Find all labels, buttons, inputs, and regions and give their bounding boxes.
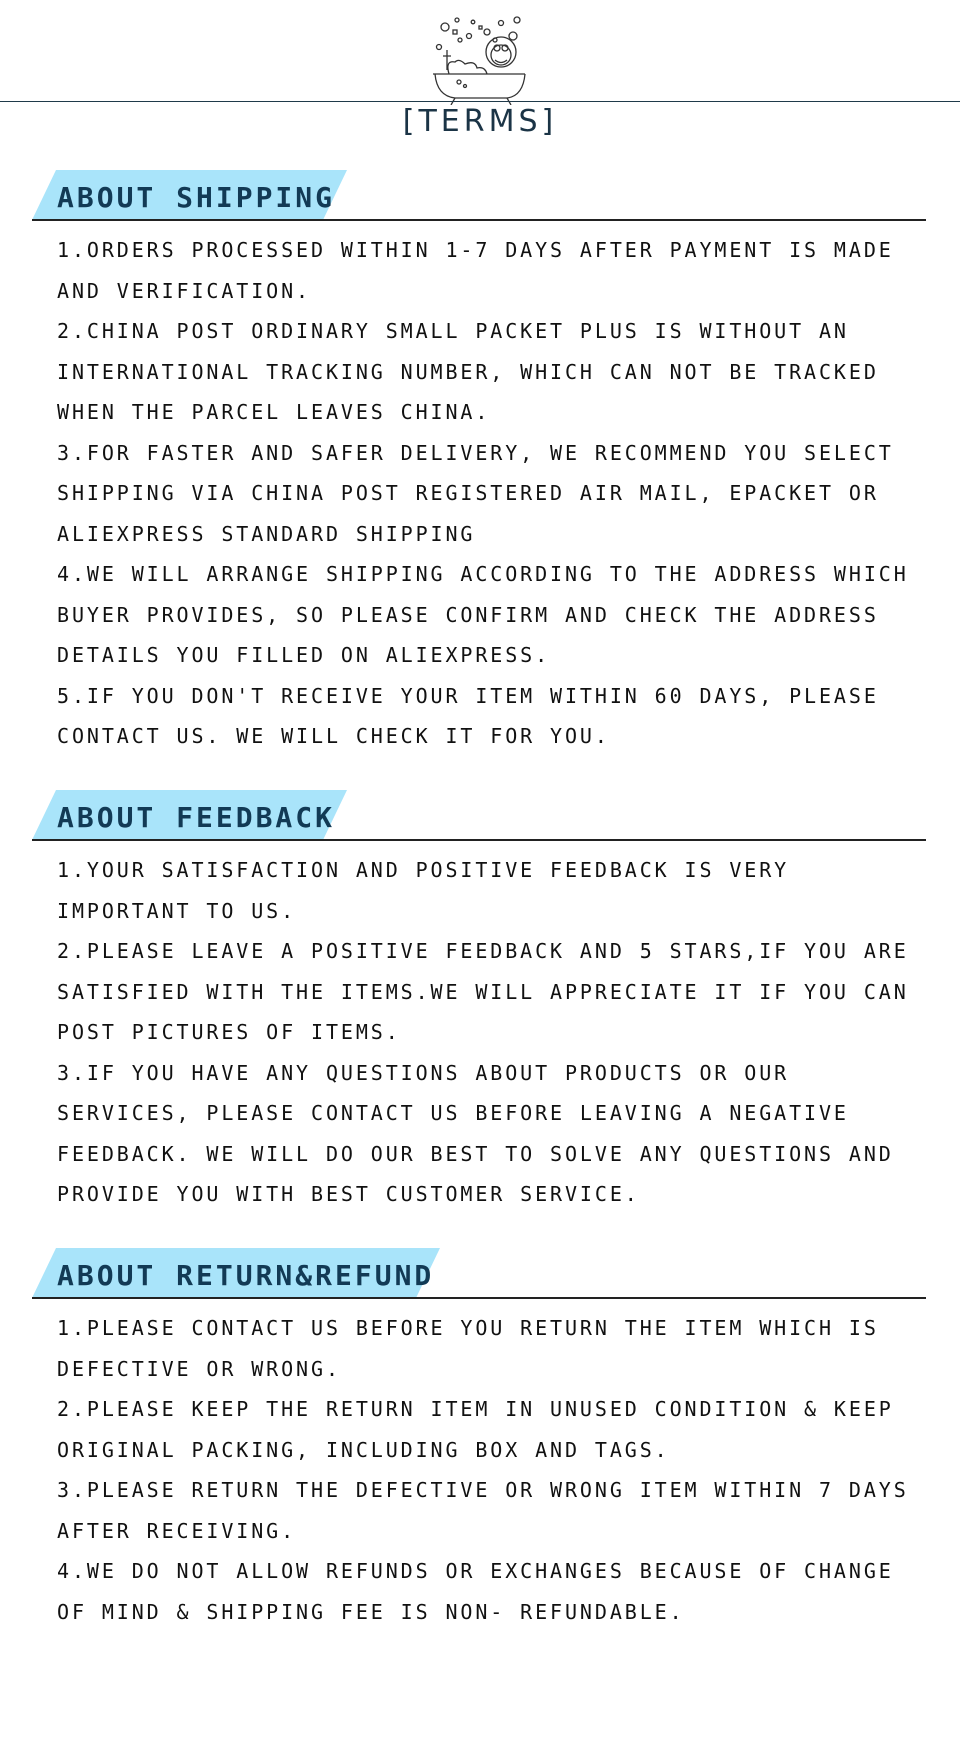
list-item: 2.PLEASE LEAVE A POSITIVE FEEDBACK AND 5 STARS,IF YOU ARE SATISFIED WITH THE ITEMS.WE WILL APPRECIATE IT IF YOU CAN POST PICTURES OF ITEMS. xyxy=(57,939,909,1044)
section-heading xyxy=(0,170,960,222)
section-title: ABOUT RETURN&REFUND xyxy=(57,1259,435,1292)
list-item: 4.WE DO NOT ALLOW REFUNDS OR EXCHANGES BECAUSE OF CHANGE OF MIND & SHIPPING FEE IS NON- REFUNDABLE. xyxy=(57,1559,894,1624)
section-body xyxy=(0,842,917,1215)
page-title: [TERMS] xyxy=(402,104,558,139)
section-shipping xyxy=(0,170,960,757)
section-body xyxy=(0,222,917,757)
section-title: ABOUT SHIPPING xyxy=(57,181,336,214)
list-item: 1.PLEASE CONTACT US BEFORE YOU RETURN THE ITEM WHICH IS DEFECTIVE OR WRONG. xyxy=(57,1316,879,1381)
page-header xyxy=(0,0,960,150)
list-item: 2.CHINA POST ORDINARY SMALL PACKET PLUS IS WITHOUT AN INTERNATIONAL TRACKING NUMBER, WHICH CAN NOT BE TRACKED WHEN THE PARCEL LEAVES CHINA. xyxy=(57,319,879,424)
list-item: 1.YOUR SATISFACTION AND POSITIVE FEEDBACK IS VERY IMPORTANT TO US. xyxy=(57,858,790,923)
list-item: 3.FOR FASTER AND SAFER DELIVERY, WE RECOMMEND YOU SELECT SHIPPING VIA CHINA POST REGISTERED AIR MAIL, EPACKET OR ALIEXPRESS STANDARD SHIPPING xyxy=(57,440,894,546)
list-item: 3.IF YOU HAVE ANY QUESTIONS ABOUT PRODUCTS OR OUR SERVICES, PLEASE CONTACT US BEFORE LEAVING A NEGATIVE FEEDBACK. WE WILL DO OUR BEST TO SOLVE ANY QUESTIONS AND PROVIDE YOU WITH BEST CUSTOMER SERVICE. xyxy=(57,1060,894,1206)
list-item: 2.PLEASE KEEP THE RETURN ITEM IN UNUSED CONDITION & KEEP ORIGINAL PACKING, INCLUDING BOX AND TAGS. xyxy=(57,1397,894,1462)
header-divider xyxy=(0,101,960,102)
bathtub-logo-icon xyxy=(425,10,535,105)
section-return-refund xyxy=(0,1248,960,1632)
section-heading xyxy=(0,1248,960,1300)
section-body xyxy=(0,1300,917,1632)
list-item: 1.ORDERS PROCESSED WITHIN 1-7 DAYS AFTER PAYMENT IS MADE AND VERIFICATION. xyxy=(57,238,894,303)
list-item: 5.IF YOU DON'T RECEIVE YOUR ITEM WITHIN 60 DAYS, PLEASE CONTACT US. WE WILL CHECK IT FOR YOU. xyxy=(57,683,879,748)
list-item: 3.PLEASE RETURN THE DEFECTIVE OR WRONG ITEM WITHIN 7 DAYS AFTER RECEIVING. xyxy=(57,1478,909,1543)
list-item: 4.WE WILL ARRANGE SHIPPING ACCORDING TO THE ADDRESS WHICH BUYER PROVIDES, SO PLEASE CONFIRM AND CHECK THE ADDRESS DETAILS YOU FILLED ON ALIEXPRESS. xyxy=(57,562,909,667)
section-divider xyxy=(32,839,926,841)
section-heading xyxy=(0,790,960,842)
section-title: ABOUT FEEDBACK xyxy=(57,801,336,834)
section-divider xyxy=(32,219,926,221)
section-feedback xyxy=(0,790,960,1215)
section-divider xyxy=(32,1297,926,1299)
